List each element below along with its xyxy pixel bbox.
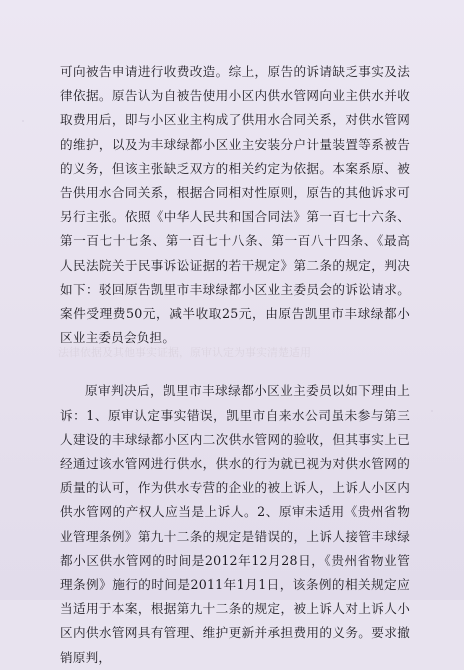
- paper-speck: [431, 410, 433, 412]
- document-body: [60, 60, 410, 670]
- paragraph-judgment-reasoning: 可向被告申请进行收费改造。综上，原告的诉请缺乏事实及法律依据。原告认为自被告使用小区内供水管网向业主供水并收取费用后，即与小区业主构成了供用水合同关系，对供水管网的维护，以及为丰球绿都小区业主安装分户计量装置等系被告的义务，但该主张缺乏双方的相关约定为依据。本案系原、被告供用水合同关系，根据合同相对性原则，原告的其他诉求可另行主张。依照《中华人民共和国合同法》第一百七十六条、第一百七十七条、第一百七十八条、第一百八十四条、《最高人民法院关于民事诉讼证据的若干规定》第二条的规定，判决如下：驳回原告凯里市丰球绿都小区业主委员会的诉讼请求。案件受理费50元，减半收取25元，由原告凯里市丰球绿都小区业主委员会负担。: [60, 64, 410, 346]
- paper-speck: [210, 578, 213, 580]
- paragraph-appeal-grounds: 原审判决后，凯里市丰球绿都小区业主委员以如下理由上诉：1、原审认定事实错误，凯里市自来水公司虽未参与第三人建设的丰球绿都小区内二次供水管网的验收，但其事实上已经通过该水管网进行供水，供水的行为就已视为对供水管网的质量的认可，作为供水专营的企业的被上诉人，上诉人小区内供水管网的产权人应当是上诉人。2、原审未适用《贵州省物业管理条例》第九十二条的规定是错误的，上诉人接管丰球绿都小区供水管网的时间是2012年12月28日，《贵州省物业管理条例》施行的时间是2011年1月1日，该条例的相关规定应当适用于本案，根据第九十二条的规定，被上诉人对上诉人小区内供水管网具有管理、维护更新并承担费用的义务。要求撤销原判，: [60, 383, 410, 665]
- bleed-through-text: 法律依据及其他事实证据，原审认定为事实清楚适用: [58, 346, 311, 359]
- paragraph-gap: [60, 350, 410, 379]
- paper-speck: [22, 120, 24, 122]
